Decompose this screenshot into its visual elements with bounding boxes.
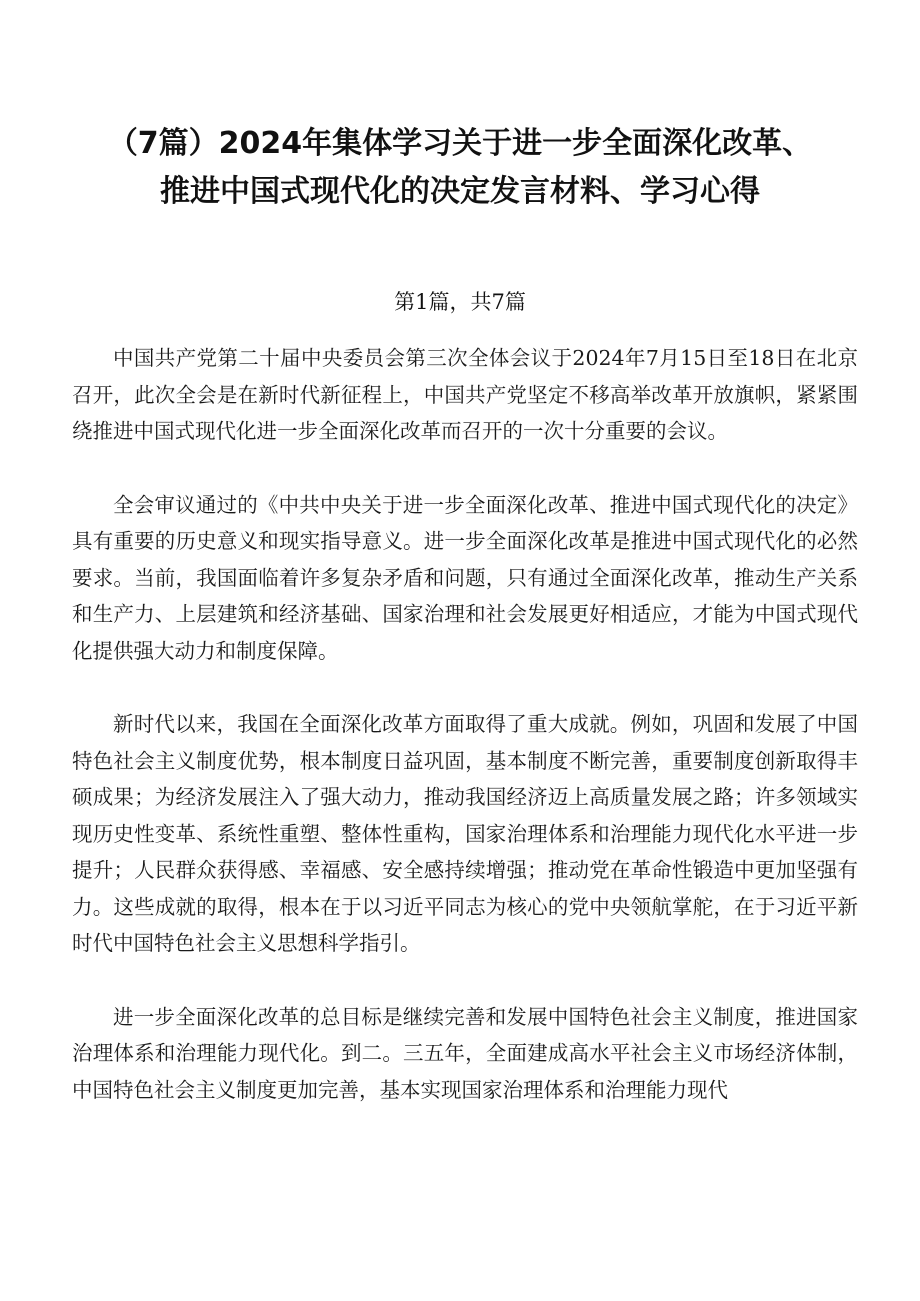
paragraph-3: 新时代以来，我国在全面深化改革方面取得了重大成就。例如，巩固和发展了中国特色社会主义制度优势，根本制度日益巩固，基本制度不断完善，重要制度创新取得丰硕成果；为经济发展注入了强大动力，推动我国经济迈上高质量发展之路；许多领域实现历史性变革、系统性重塑、整体性重构，国家治理体系和治理能力现代化水平进一步提升；人民群众获得感、幸福感、安全感持续增强；推动党在革命性锻造中更加坚强有力。这些成就的取得，根本在于以习近平同志为核心的党中央领航掌舵，在于习近平新时代中国特色社会主义思想科学指引。 xyxy=(72,712,858,955)
paragraph-1: 中国共产党第二十届中央委员会第三次全体会议于2024年7月15日至18日在北京召开，此次全会是在新时代新征程上，中国共产党坚定不移高举改革开放旗帜，紧紧围绕推进中国式现代化进一步全面深化改革而召开的一次十分重要的会议。 xyxy=(72,346,858,443)
document-title xyxy=(40,120,880,216)
title-line-2: 推进中国式现代化的决定发言材料、学习心得 xyxy=(160,174,760,209)
paragraph-4: 进一步全面深化改革的总目标是继续完善和发展中国特色社会主义制度，推进国家治理体系和治理能力现代化。到二。三五年，全面建成高水平社会主义市场经济体制，中国特色社会主义制度更加完善，基本实现国家治理体系和治理能力现代 xyxy=(72,1004,858,1102)
title-line-1: （7篇）2024年集体学习关于进一步全面深化改革、 xyxy=(107,126,813,161)
paragraph-2: 全会审议通过的《中共中央关于进一步全面深化改革、推进中国式现代化的决定》具有重要的历史意义和现实指导意义。进一步全面深化改革是推进中国式现代化的必然要求。当前，我国面临着许多复杂矛盾和问题，只有通过全面深化改革，推动生产关系和生产力、上层建筑和经济基础、国家治理和社会发展更好相适应，才能为中国式现代化提供强大动力和制度保障。 xyxy=(72,492,858,663)
section-heading: 第1篇，共7篇 xyxy=(394,290,526,314)
document-body xyxy=(72,340,858,1108)
